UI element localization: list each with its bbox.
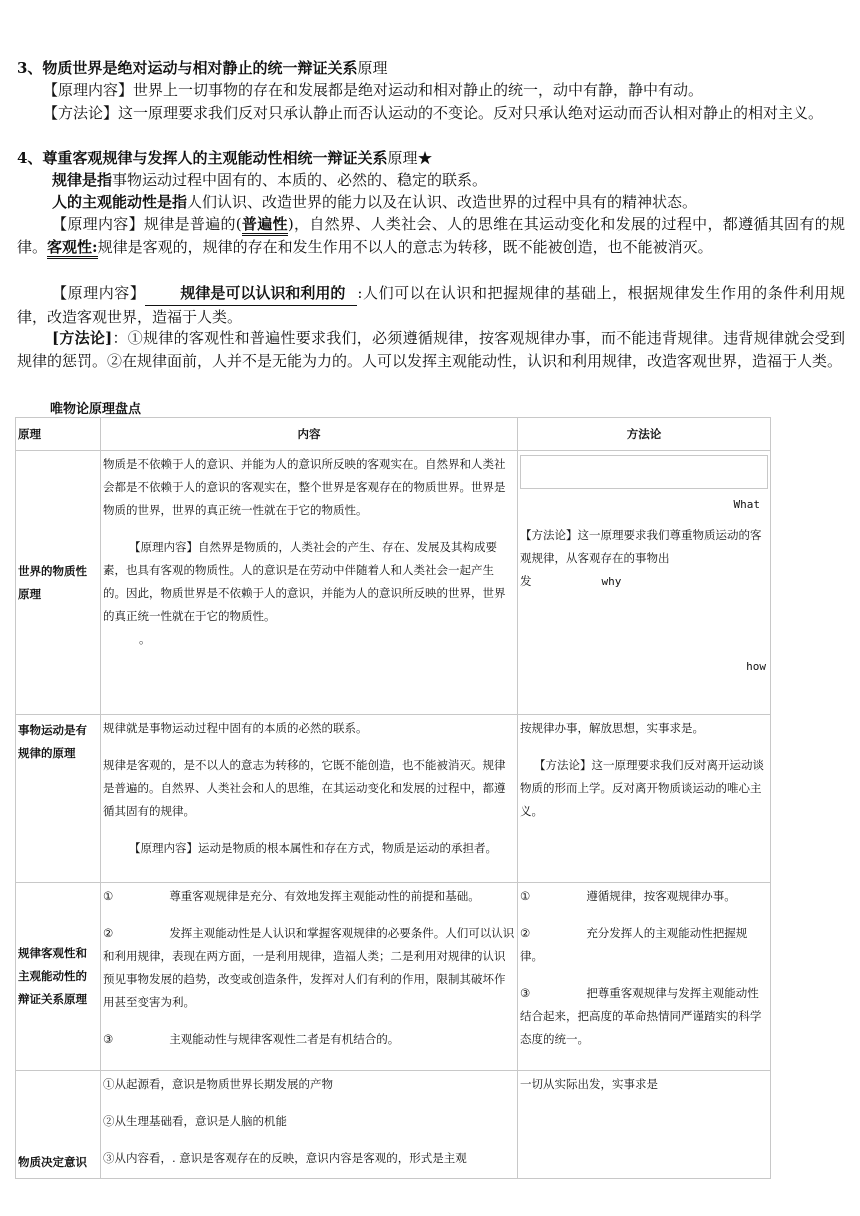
- row-content-text: ② 发挥主观能动性是人认识和掌握客观规律的必要条件。人们可以认识和利用规律，表现在两方面，一是利用规律，造福人类；二是利用对规律的认识预见事物发展的趋势，改变或创造条件，发挥对人们有利的作用，限制其破坏作用甚至变害为利。: [103, 926, 515, 1009]
- row-content-cell: [101, 451, 518, 715]
- row-content-text: 【原理内容】自然界是物质的，人类社会的产生、存在、发展及其构成要素，也具有客观的物质性。人的意识是在劳动中伴随着人和人类社会一起产生的。因此，物质世界是不依赖于人的意识，并能为人的意识所反映的世界，世界的真正统一性就在于它的物质性。: [103, 540, 506, 623]
- row-principle-name: 事物运动是有规律的原理: [16, 715, 101, 883]
- row-content-text: 物质是不依赖于人的意识、并能为人的意识所反映的客观实在。自然界和人类社会都是不依赖于人的意识的客观实在，整个世界是客观存在的物质世界。世界是物质的世界，世界的真正统一性就在于它的物质性。: [103, 457, 506, 517]
- section-3-content: 【原理内容】世界上一切事物的存在和发展都是绝对运动和相对静止的统一，动中有静，静中有动。: [43, 81, 704, 99]
- row-method-cell: [518, 451, 771, 715]
- row-content-text: 规律是客观的，是不以人的意志为转移的，它既不能创造，也不能被消灭。规律是普遍的。自然界、人类社会和人的思维，在其运动变化和发展的过程中，都遵循其固有的规律。: [103, 758, 506, 818]
- table-row: [16, 715, 771, 883]
- row-method-text: 【方法论】这一原理要求我们反对离开运动谈物质的形而上学。反对离开物质谈运动的唯心主义。: [520, 758, 764, 818]
- row-principle-name: 物质决定意识: [16, 1071, 101, 1179]
- law-definition: 规律是指事物运动过程中固有的、本质的、必然的、稳定的联系。: [52, 171, 488, 189]
- agency-definition: 人的主观能动性是指人们认识、改造世界的能力以及在认识、改造世界的过程中具有的精神状态。: [52, 193, 698, 211]
- row-content-cell: [101, 883, 518, 1071]
- row-principle-name: 规律客观性和主观能动性的辩证关系原理: [16, 883, 101, 1071]
- section-4-method: [方法论]：①规律的客观性和普遍性要求我们，必须遵循规律，按客观规律办事，而不能违背规律。违背规律就会受到规律的惩罚。②在规律面前，人并不是无能为力的。人可以发挥主观能动性，认识和利用规律，改造客观世界，造福于人类。: [17, 329, 845, 370]
- materialism-table: [15, 417, 771, 1179]
- row-method-text: 按规律办事，解放思想，实事求是。: [520, 721, 704, 735]
- section-3-method: 【方法论】这一原理要求我们反对只承认静止而否认运动的不变论。反对只承认绝对运动而否认相对静止的相对主义。: [43, 104, 824, 122]
- table-header-row: [16, 418, 771, 451]
- header-content: 内容: [101, 418, 518, 451]
- table-row: [16, 1071, 771, 1179]
- row-method-text: ③ 把尊重客观规律与发挥主观能动性结合起来，把高度的革命热情同严谨踏实的科学态度的统一。: [520, 986, 762, 1046]
- row-content-cell: [101, 1071, 518, 1179]
- header-method: 方法论: [518, 418, 771, 451]
- section-4-content-2: 【原理内容】 规律是可以认识和利用的 :人们可以在认识和把握规律的基础上，根据规律发生作用的条件利用规律，改造客观世界，造福于人类。: [17, 284, 845, 326]
- row-content-text: ①从起源看，意识是物质世界长期发展的产物: [103, 1077, 333, 1091]
- table-row: [16, 883, 771, 1071]
- row-method-text: ① 遵循规律，按客观规律办事。: [520, 889, 736, 903]
- empty-inner-box: [520, 455, 768, 489]
- row-method-text: how: [746, 660, 766, 673]
- row-content-text: ③从内容看，. 意识是客观存在的反映，意识内容是客观的，形式是主观: [103, 1151, 467, 1165]
- row-content-text: 【原理内容】运动是物质的根本属性和存在方式，物质是运动的承担者。: [129, 841, 497, 855]
- row-content-text: 规律就是事物运动过程中固有的本质的必然的联系。: [103, 721, 368, 735]
- section-4-content-1: 【原理内容】规律是普遍的(普遍性)，自然界、人类社会、人的思维在其运动变化和发展的过程中，都遵循其固有的规律。客观性:规律是客观的，规律的存在和发生作用不以人的意志为转移，既不能被创造，也不能被消灭。: [17, 213, 845, 258]
- table-caption: 唯物论原理盘点: [50, 402, 142, 417]
- row-method-text: What: [733, 498, 760, 511]
- row-method-text: 发 why: [520, 574, 622, 588]
- section-4-title: 4、尊重客观规律与发挥人的主观能动性相统一辩证关系原理★: [17, 149, 433, 167]
- row-method-cell: [518, 883, 771, 1071]
- table-row: [16, 451, 771, 715]
- row-content-text: 。: [139, 632, 151, 646]
- row-content-cell: [101, 715, 518, 883]
- row-content-text: ②从生理基础看，意识是人脑的机能: [103, 1114, 287, 1128]
- section-3-title: 3、物质世界是绝对运动与相对静止的统一辩证关系原理: [17, 59, 388, 77]
- row-method-cell: [518, 715, 771, 883]
- row-method-text: 【方法论】这一原理要求我们尊重物质运动的客观规律，从客观存在的事物出: [520, 528, 762, 565]
- row-content-text: ③ 主观能动性与规律客观性二者是有机结合的。: [103, 1032, 400, 1046]
- row-method-text: 一切从实际出发，实事求是: [520, 1077, 658, 1091]
- row-principle-name: 世界的物质性原理: [16, 451, 101, 715]
- row-content-text: ① 尊重客观规律是充分、有效地发挥主观能动性的前提和基础。: [103, 889, 480, 903]
- header-principle: 原理: [16, 418, 101, 451]
- row-method-cell: [518, 1071, 771, 1179]
- row-method-text: ② 充分发挥人的主观能动性把握规律。: [520, 926, 748, 963]
